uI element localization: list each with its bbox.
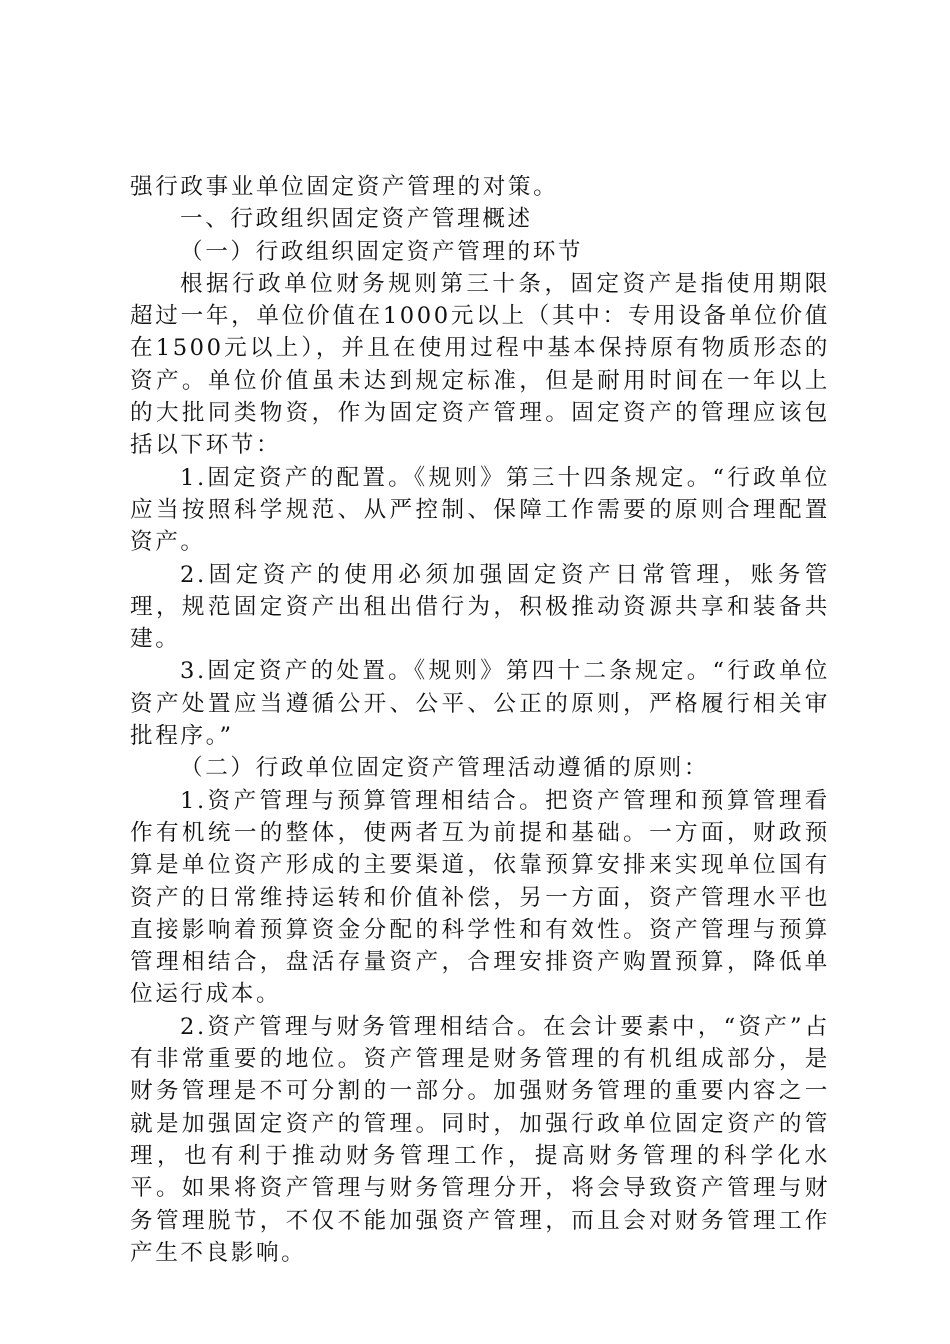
paragraph-continuation: 强行政事业单位固定资产管理的对策。 (130, 174, 559, 200)
section-heading: 一、行政组织固定资产管理概述 (180, 206, 533, 233)
list-item-paragraph: 1.资产管理与预算管理相结合。把资产管理和预算管理看作有机统一的整体，使两者互为前提和基础。一方面，财政预算是单位资产形成的主要渠道，依靠预算安排来实现单位国有资产的日常维持运转和价值补偿，另一方面，资产管理水平也直接影响着预算资金分配的科学性和有效性。资产管理与预算管理相结合，盘活存量资产，合理安排资产购置预算，降低单位运行成本。 (130, 787, 830, 1008)
list-item-paragraph: 2.固定资产的使用必须加强固定资产日常管理，账务管理，规范固定资产出租出借行为，积极推动资源共享和装备共建。 (130, 561, 830, 653)
list-item-paragraph: 1.固定资产的配置。《规则》第三十四条规定。“行政单位应当按照科学规范、从严控制、保障工作需要的原则合理配置资产。 (130, 464, 830, 556)
document-page (130, 171, 830, 1269)
list-item-paragraph: 2.资产管理与财务管理相结合。在会计要素中，“资产”占有非常重要的地位。资产管理是财务管理的有机组成部分，是财务管理是不可分割的一部分。加强财务管理的重要内容之一就是加强固定资产的管理。同时，加强行政单位固定资产的管理，也有利于推动财务管理工作，提高财务管理的科学化水平。如果将资产管理与财务管理分开，将会导致资产管理与财务管理脱节，不仅不能加强资产管理，而且会对财务管理工作产生不良影响。 (130, 1013, 830, 1266)
body-paragraph: 根据行政单位财务规则第三十条，固定资产是指使用期限超过一年，单位价值在1000元以上（其中：专用设备单位价值在1500元以上），并且在使用过程中基本保持原有物质形态的资产。单位价值虽未达到规定标准，但是耐用时间在一年以上的大批同类物资，作为固定资产管理。固定资产的管理应该包括以下环节： (130, 270, 830, 459)
subsection-heading: （一）行政组织固定资产管理的环节 (180, 238, 584, 265)
list-item-paragraph: 3.固定资产的处置。《规则》第四十二条规定。“行政单位资产处置应当遵循公开、公平、公正的原则，严格履行相关审批程序。” (130, 658, 830, 750)
subsection-heading: （二）行政单位固定资产管理活动遵循的原则： (180, 755, 710, 782)
